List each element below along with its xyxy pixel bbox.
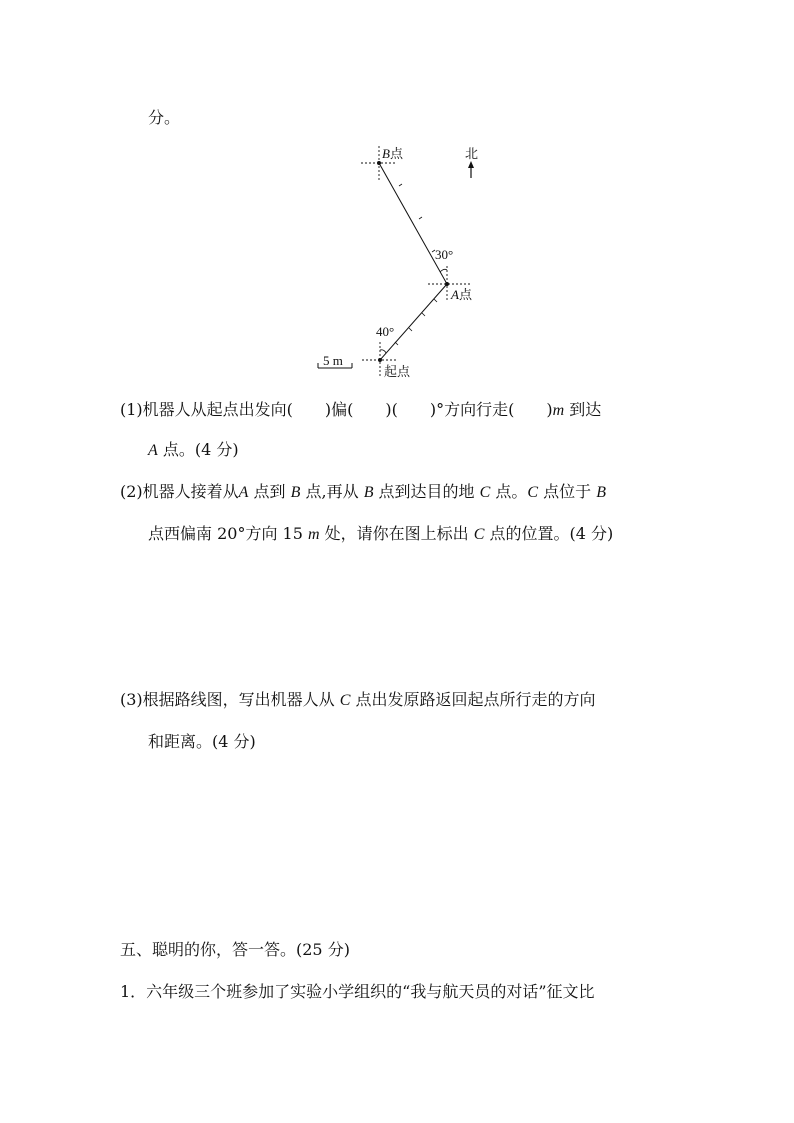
start-label: 起点: [384, 364, 411, 379]
q2-text-g: 点西偏南 20°方向 15: [148, 524, 308, 543]
q2-point-a: A: [238, 484, 249, 501]
q2-text-e: 点。: [490, 482, 528, 501]
point-a-label: A点: [451, 287, 472, 302]
text-fragment-top: 分。: [148, 108, 181, 127]
question-2-line-2: [148, 524, 613, 545]
q2-text-a: (2)机器人接着从: [120, 482, 239, 501]
scale-label: 5 m: [323, 353, 343, 368]
point-b-label: B点: [382, 146, 403, 161]
q2-point-c-2: C: [527, 484, 539, 501]
q2-text-i: 点的位置。(4 分): [484, 524, 614, 543]
north-arrow-icon: [468, 161, 474, 178]
q2-text-b: 点到: [248, 482, 291, 501]
segment-a-to-b-ticks: [399, 184, 435, 252]
section-5-title: 五、聪明的你，答一答。(25 分): [120, 940, 350, 959]
point-a-ref: A: [148, 442, 158, 459]
q2-point-b: B: [290, 484, 301, 501]
q2-text-d: 点到达目的地: [373, 482, 480, 501]
question-1-score: 点。(4 分): [157, 440, 239, 459]
segment-start-to-a: [380, 284, 447, 360]
question-1-text: (1)机器人从起点出发向( )偏( )( )°方向行走( ): [120, 400, 553, 419]
q3-point-c: C: [339, 692, 351, 709]
angle-label-40: 40°: [376, 324, 395, 339]
angle-arc-start: [380, 350, 386, 353]
segment-start-to-a-ticks: [395, 299, 437, 345]
unit-m: m: [552, 402, 565, 419]
angle-label-30: 30°: [435, 247, 454, 262]
q2-text-h: 处，请你在图上标出: [319, 524, 474, 543]
question-1-text-end: 到达: [564, 400, 602, 419]
angle-arc-a: [440, 269, 447, 272]
q2-text-f: 点位于: [538, 482, 597, 501]
question-1-line-1: [120, 400, 601, 421]
q2-point-c-3: C: [473, 526, 485, 543]
q3-text-b: 点出发原路返回起点所行走的方向: [350, 690, 596, 709]
question-1-line-2: [148, 440, 239, 461]
q3-text-a: (3)根据路线图，写出机器人从: [120, 690, 340, 709]
question-3-line-1: [120, 690, 596, 711]
question-3-line-2: 和距离。(4 分): [148, 732, 256, 751]
q2-point-c: C: [479, 484, 491, 501]
q2-unit-m: m: [307, 526, 320, 543]
section-5-item-1: 1．六年级三个班参加了实验小学组织的“我与航天员的对话”征文比: [120, 982, 595, 1001]
question-2-line-1: [120, 482, 606, 503]
q2-point-b-2: B: [363, 484, 374, 501]
segment-a-to-b: [379, 163, 447, 284]
q2-point-b-3: B: [596, 484, 607, 501]
q2-text-c: 点,再从: [300, 482, 364, 501]
north-label: 北: [465, 146, 479, 161]
